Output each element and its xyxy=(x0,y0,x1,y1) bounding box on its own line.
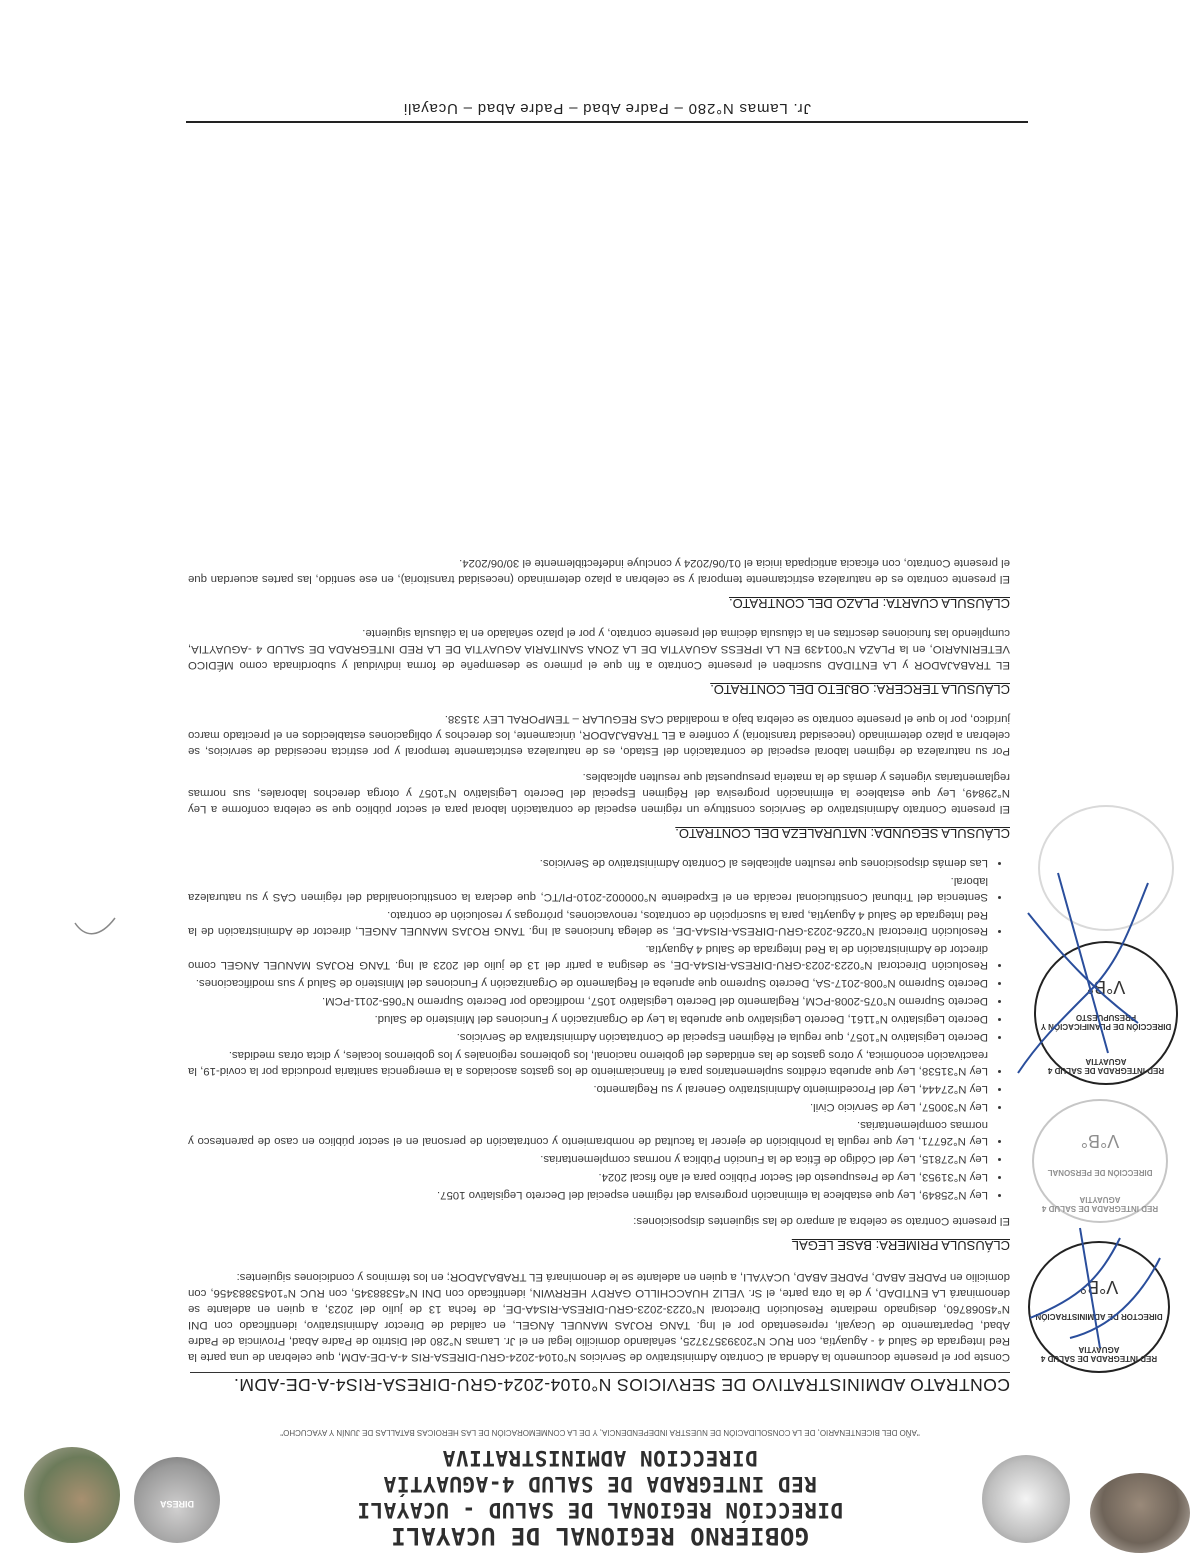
list-item: • Ley N°30057, Ley de Servicio Civil. xyxy=(188,1099,988,1115)
header-line-1: GOBIERNO REGIONAL DE UCAYALI xyxy=(390,1522,810,1550)
clause-1-title: CLÁUSULA PRIMERA: BASE LEGAL xyxy=(791,1238,1010,1253)
list-item: • Ley N°25849, Ley que establece la eliminación progresiva del régimen especial del Decreto Legislativo 1057. xyxy=(188,1187,988,1203)
stamp-vb: V°B° xyxy=(1079,1277,1119,1297)
list-item: • Resolución Directoral N°0223-2023-GRU-DIRESA-RIS4A-DE, se designa a partir del 13 de julio del 2023 al Ing. TANG ROJAS MANUEL ANGEL como director de Administración de la Red Integrada de Salud 4 Aguaytía. xyxy=(188,941,988,973)
stamp-ring-text: RED INTEGRADA DE SALUD 4 AGUAYTIA xyxy=(1041,1195,1159,1213)
stamp-vb: V°B° xyxy=(1086,977,1126,997)
clause-2-title: CLÁUSULA SEGUNDA: NATURALEZA DEL CONTRATO. xyxy=(675,826,1010,841)
year-motto: "AÑO DEL BICENTENARIO, DE LA CONSOLIDACIÓN DE NUESTRA INDEPENDENCIA, Y DE LA CONMEMORACIÓN DE LAS HEROICAS BATALLAS DE JUNÍN Y AYACUCHO" xyxy=(280,1428,920,1437)
list-item: • Ley N°31538, Ley que aprueba créditos suplementarios para el financiamiento de los gastos asociados a la emergencia sanitaria producida por la covid-19, la reactivación económica, y otros gastos de las entidades del gobierno nacional, los gobiernos regionales y los gobiernos locales, y dicta otras medidas. xyxy=(188,1047,988,1079)
margin-mark xyxy=(70,913,120,943)
document-title: CONTRATO ADMINISTRATIVO DE SERVICIOS N°0104-2024-GRU-DIRESA-RIS4-A-DE-ADM. xyxy=(190,1372,1010,1395)
list-item: • Ley N°26771, Ley que regula la prohibición de ejercer la facultad de nombramiento y contratación de personal en el sector público en caso de parentesco y normas complementarias. xyxy=(188,1117,988,1149)
personnel-stamp xyxy=(1032,1099,1168,1223)
clause-2-paragraph-1: El presente Contrato Administrativo de Servicios constituye un régimen especial de contratación laboral para el sector público que se celebra conforme a Ley N°29849, Ley que establece la eliminación progresiva del Régimen Especial del Decreto Legislativo N°1057 y otorga derechos laborales, sus normas reglamentarias vigentes y demás de la materia presupuestal que resulten aplicables. xyxy=(188,771,1010,815)
intro-paragraph: Conste por el presente documento la Adenda al Contrato Administrativo de Servicios N°0104-2024-GRU-DIRESA-RIS 4-A-DE-ADM, que celebran de una parte la Red Integrada de Salud 4 - Aguaytía, con RUC N°20393573725, señalando domicilio legal en el Jr. Lamas N°280 del Distrito de Padre Abad, Provincia de Padre Abad, Departamento de Ucayali, representado por el Ing. TANG ROJAS MANUEL ÁNGEL, en calidad de Director Administrativo, identificado con DNI N°45068760, designado mediante Resolución Directoral N°0223-2023-GRU-DIRESA-RIS4A-DE, de fecha 13 de julio del 2023, a quien en adelante se denominará LA ENTIDAD, y de la otra parte, el Sr. VELIZ HUACCHILLO GARDY HERRWIN, identificado con DNI N°45388345, con RUC N°10453883456, con domicilio en PADRE ABAD, PADRE ABAD, UCAYALI, a quien en adelante se le denominará EL TRABAJADOR; en los términos y condiciones siguientes: xyxy=(188,1271,1010,1363)
list-item: • Las demás disposiciones que resulten aplicables al Contrato Administrativo de Servicios. xyxy=(188,855,988,871)
list-item: • Ley N°27444, Ley del Procedimiento Administrativo General y su Reglamento. xyxy=(188,1081,988,1097)
clause-3-paragraph: EL TRABAJADOR y LA ENTIDAD suscriben el presente Contrato a fin que el primero se desempeñe de forma individual y subordinada como MÉDICO VETERINARIO, en la PLAZA N°001439 EN LA IPRESS AGUAYTIA DE LA ZONA SANITARIA AGUAYTIA DE LA RED INTEGRADA DE SALUD 4 -AGUAYTIA, cumpliendo las funciones descritas en la cláusula décima del presente contrato, y por el plazo señalado en la cláusula siguiente. xyxy=(188,627,1010,671)
stamp-vb: V°B° xyxy=(1080,1131,1120,1151)
header-line-2: DIRECCIÓN REGIONAL DE SALUD - UCAYALI xyxy=(356,1498,844,1522)
stamp-ring-text: RED INTEGRADA DE SALUD 4 AGUAYTIA xyxy=(1040,1345,1158,1363)
diresa-logo-text: DIRESA xyxy=(160,1498,195,1509)
clause-2-paragraph-2: Por su naturaleza de régimen laboral especial de contratación del Estado, es de naturaleza estrictamente temporal y por estricta necesidad de servicios, se celebran a plazo determinado (necesidad transitoria) y confiere a EL TRABAJADOR, únicamente, los derechos y obligaciones establecidos en el precitado marco jurídico, por lo que el presente contrato se celebra bajo a modalidad CAS REGULAR – TEMPORAL LEY 31538. xyxy=(188,713,1010,757)
header-line-3: RED INTEGRADA DE SALUD 4-AGUAYTÍA xyxy=(383,1472,817,1496)
letterhead xyxy=(240,1445,960,1549)
clause-4-paragraph: El presente contrato es de naturaleza estrictamente temporal y se celebran a plazo determinado (necesidad transitoria), en ese sentido, las partes acuerdan que el presente Contrato, con eficacia anticipada inicia el 01/06/2024 y concluye indefectiblemente el 30/06/2024. xyxy=(188,557,1010,585)
signature-2 xyxy=(1008,853,1178,1083)
diresa-logo xyxy=(134,1457,220,1543)
list-item: • Decreto Supremo N°075-2008-PCM, Reglamento del Decreto Legislativo 1057, modificado por Decreto Supremo N°065-2011-PCM. xyxy=(188,993,988,1009)
gore-ucayali-logo xyxy=(1090,1473,1190,1553)
list-item: • Ley N°31953, Ley de Presupuesto del Sector Público para el año fiscal 2024. xyxy=(188,1169,988,1185)
stamp-center-text: DIRECCIÓN DE PLANIFICACIÓN Y PRESUPUESTO xyxy=(1040,1013,1172,1031)
red-salud-logo xyxy=(24,1447,120,1543)
list-item: • Ley N°27815, Ley del Código de Ética de la Función Pública y normas complementarias. xyxy=(188,1151,988,1167)
list-item: • Decreto Legislativo N°1057, que regula el Régimen Especial de Contratación Administrativa de Servicios. xyxy=(188,1029,988,1045)
clause-3-title: CLÁUSULA TERCERA: OBJETO DEL CONTRATO. xyxy=(710,682,1010,697)
footer-address: Jr. Lamas N°280 – Padre Abad – Padre Abad – Ucayali xyxy=(186,100,1028,123)
legal-basis-list xyxy=(188,855,1010,1203)
header-line-4: DIRECCION ADMINISTRATIVA xyxy=(442,1446,758,1470)
list-item: • Sentencia del Tribunal Constitucional recaída en el Expediente N°000002-2010-PI/TC, que declara la constitucionalidad del régimen CAS y su naturaleza laboral. xyxy=(188,873,988,905)
list-item: • Decreto Supremo N°008-2017-SA, Decreto Supremo que aprueba el Reglamento de Organización y Funciones del Ministerio de Salud y sus modificaciones. xyxy=(188,975,988,991)
stamp-ring-text: RED INTEGRADA DE SALUD 4 AGUAYTIA xyxy=(1047,1057,1165,1075)
signature-1 xyxy=(1020,1218,1180,1358)
clause-4-title: CLÁUSULA CUARTA: PLAZO DEL CONTRATO. xyxy=(728,596,1010,611)
list-item: • Decreto Legislativo N°1161, Decreto Legislativo que aprueba la Ley de Organización y Funciones del Ministerio de Salud. xyxy=(188,1011,988,1027)
clause-1-intro: El presente Contrato se celebra al amparo de las siguientes disposiciones: xyxy=(633,1215,1010,1227)
document-body xyxy=(188,545,1010,1365)
region-seal-logo xyxy=(982,1455,1070,1543)
stamp-center-text: DIRECTOR DE ADMINISTRACIÓN xyxy=(1035,1312,1163,1321)
list-item: • Resolución Directoral N°0226-2023-GRU-DIRESA-RIS4A-DE, se delega funciones al Ing. TANG ROJAS MANUEL ANGEL, director de Administración de la Red Integrada de Salud 4 Aguaytía, para la suscripción de contratos, renovaciones, prórrogas y resolución de contrato. xyxy=(188,907,988,939)
stamp-center-text: DIRECCIÓN DE PERSONAL xyxy=(1047,1168,1153,1177)
